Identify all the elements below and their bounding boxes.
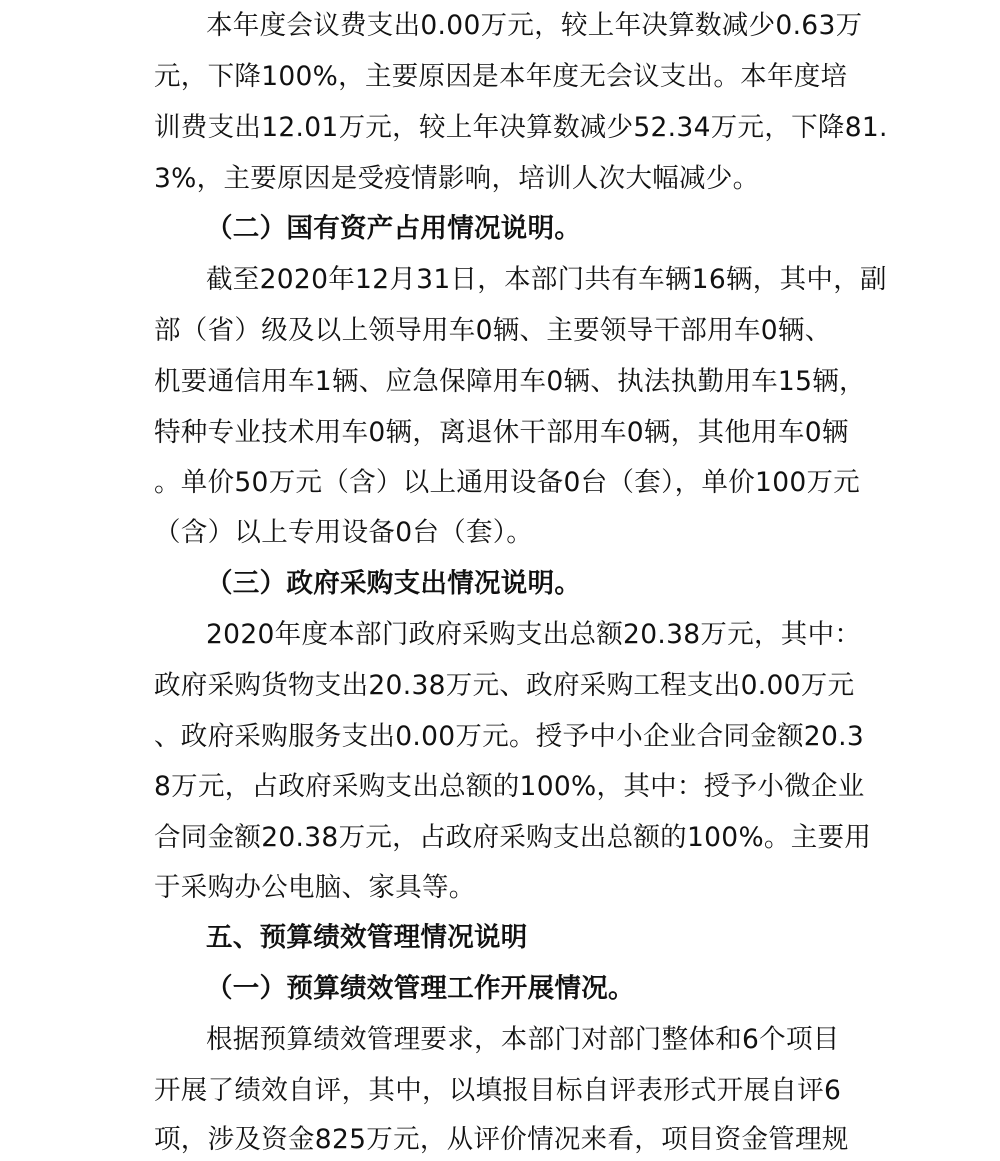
section-heading-performance: 五、预算绩效管理情况说明 xyxy=(206,922,528,953)
paragraph-line: 开展了绩效自评，其中，以填报目标自评表形式开展自评6 xyxy=(154,1075,842,1106)
paragraph-line: 部（省）级及以上领导用车0辆、主要领导干部用车0辆、 xyxy=(154,315,832,346)
paragraph-line: 3%，主要原因是受疫情影响，培训人次大幅减少。 xyxy=(154,163,760,194)
paragraph-line: 2020年度本部门政府采购支出总额20.38万元，其中： xyxy=(206,619,862,650)
paragraph-line: 截至2020年12月31日，本部门共有车辆16辆，其中，副 xyxy=(206,264,887,295)
paragraph-line: 项，涉及资金825万元，从评价情况来看，项目资金管理规 xyxy=(154,1124,849,1155)
subsection-heading-performance-work: （一）预算绩效管理工作开展情况。 xyxy=(206,973,635,1004)
paragraph-line: 8万元，占政府采购支出总额的100%，其中：授予小微企业 xyxy=(154,771,865,802)
paragraph-line: 政府采购货物支出20.38万元、政府采购工程支出0.00万元 xyxy=(154,670,855,701)
paragraph-line: 特种专业技术用车0辆，离退休干部用车0辆，其他用车0辆 xyxy=(154,417,849,448)
subsection-heading-assets: （二）国有资产占用情况说明。 xyxy=(206,213,582,244)
paragraph-line: 。单价50万元（含）以上通用设备0台（套），单价100万元 xyxy=(154,467,861,498)
subsection-heading-procurement: （三）政府采购支出情况说明。 xyxy=(206,568,582,599)
paragraph-line: 机要通信用车1辆、应急保障用车0辆、执法执勤用车15辆， xyxy=(154,366,866,397)
paragraph-line: 于采购办公电脑、家具等。 xyxy=(154,872,476,903)
paragraph-line: 元，下降100%，主要原因是本年度无会议支出。本年度培 xyxy=(154,61,848,92)
paragraph-line: 本年度会议费支出0.00万元，较上年决算数减少0.63万 xyxy=(206,10,863,41)
paragraph-line: 训费支出12.01万元，较上年决算数减少52.34万元，下降81. xyxy=(154,112,888,143)
paragraph-line: 、政府采购服务支出0.00万元。授予中小企业合同金额20.3 xyxy=(154,721,865,752)
paragraph-line: 合同金额20.38万元，占政府采购支出总额的100%。主要用 xyxy=(154,822,872,853)
paragraph-line: 根据预算绩效管理要求，本部门对部门整体和6个项目 xyxy=(206,1024,840,1055)
paragraph-line: （含）以上专用设备0台（套）。 xyxy=(154,517,534,548)
